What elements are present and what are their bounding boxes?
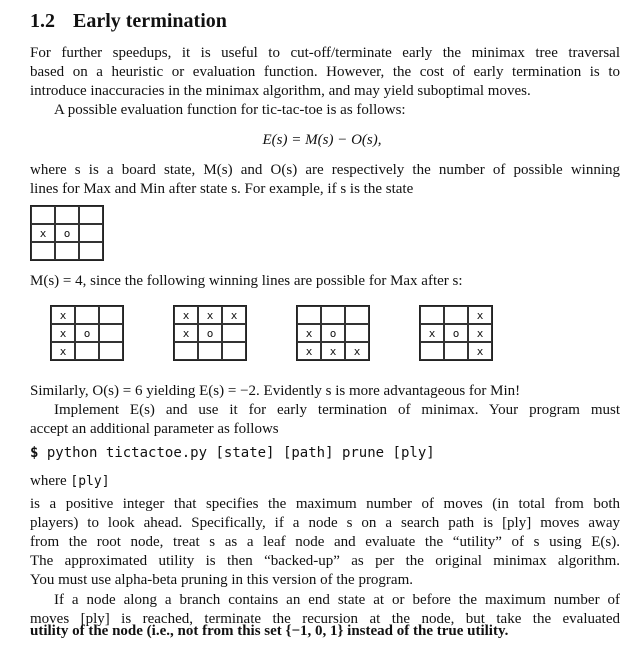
board-cell: x	[297, 342, 321, 360]
paragraph-line: where s is a board state, M(s) and O(s) are respectively the number of possible winning	[30, 162, 620, 178]
board-cell	[444, 342, 468, 360]
board-cell: x	[51, 306, 75, 324]
board-cell: o	[321, 324, 345, 342]
paragraph-line: based on a heuristic or evaluation function. However, the cost of early termination is to	[30, 64, 620, 80]
board-cell	[345, 306, 369, 324]
board-cell: x	[468, 342, 492, 360]
paragraph-line: The approximated utility is then “backed-up” as per the original minimax algorithm.	[30, 553, 620, 569]
section-heading	[30, 10, 227, 33]
board-cell: x	[321, 342, 345, 360]
board-cell: x	[51, 342, 75, 360]
board-cell	[79, 224, 103, 242]
paragraph-line: Similarly, O(s) = 6 yielding E(s) = −2. Evidently s is more advantageous for Min!	[30, 383, 521, 399]
board-cell: x	[297, 324, 321, 342]
board-cell: x	[420, 324, 444, 342]
paragraph-line: introduce inaccuracies in the minimax algorithm, and may yield suboptimal moves.	[30, 83, 531, 99]
board-cell	[55, 242, 79, 260]
board-cell	[99, 342, 123, 360]
paragraph-line: A possible evaluation function for tic-tac-toe is as follows:	[54, 102, 406, 118]
board-cell	[75, 306, 99, 324]
paragraph-line: For further speedups, it is useful to cut-off/terminate early the minimax tree traversal	[30, 45, 620, 61]
winning-line-board	[50, 305, 124, 361]
where-label: where	[30, 473, 67, 489]
board-cell: x	[345, 342, 369, 360]
command-part: [ply]	[392, 445, 435, 461]
paragraph-line: players) to look ahead. Specifically, if a node s on a search path is [ply] moves away	[30, 515, 620, 531]
paragraph-line: moves [ply] is reached, terminate the recursion at the node, but take the evaluated	[30, 611, 620, 627]
board-cell	[31, 242, 55, 260]
board-cell	[345, 324, 369, 342]
board-cell	[420, 306, 444, 324]
command-part: tictactoe.py	[105, 445, 208, 461]
board-cell: x	[51, 324, 75, 342]
board-cell: x	[174, 306, 198, 324]
equation: E(s) = M(s) − O(s),	[262, 132, 382, 148]
board-cell	[198, 342, 222, 360]
winning-line-board	[173, 305, 247, 361]
board-cell: o	[444, 324, 468, 342]
board-cell	[79, 242, 103, 260]
board-cell: x	[31, 224, 55, 242]
board-cell: o	[55, 224, 79, 242]
paragraph-line: from the root node, treat s as a leaf node and evaluate the “utility” of s using E(s).	[30, 534, 620, 550]
board-cell	[31, 206, 55, 224]
board-cell	[321, 306, 345, 324]
command-part: [state]	[215, 445, 275, 461]
command-line	[30, 445, 435, 461]
board-cell	[174, 342, 198, 360]
board-cell: x	[468, 324, 492, 342]
shell-prompt: $	[30, 445, 39, 461]
where-param: [ply]	[70, 474, 110, 489]
winning-line-board	[419, 305, 493, 361]
paragraph-line: is a positive integer that specifies the maximum number of moves (in total from both	[30, 496, 620, 512]
board-cell: o	[75, 324, 99, 342]
board-cell	[99, 306, 123, 324]
board-cell	[222, 342, 246, 360]
board-cell	[55, 206, 79, 224]
paragraph-line: You must use alpha-beta pruning in this version of the program.	[30, 572, 414, 588]
board-cell: x	[198, 306, 222, 324]
paragraph-line: lines for Max and Min after state s. For example, if s is the state	[30, 181, 414, 197]
board-cell: x	[222, 306, 246, 324]
board-cell: x	[468, 306, 492, 324]
board-cell	[75, 342, 99, 360]
paragraph-line: accept an additional parameter as follows	[30, 421, 279, 437]
board-cell: o	[198, 324, 222, 342]
board-cell	[297, 306, 321, 324]
paragraph-line-bold: utility of the node (i.e., not from this set {−1, 0, 1} instead of the true utility.	[30, 623, 509, 639]
where-line	[30, 472, 620, 491]
paragraph-line: If a node along a branch contains an end state at or before the maximum number of	[54, 592, 620, 608]
board-cell	[444, 306, 468, 324]
board-cell: x	[174, 324, 198, 342]
command-part: prune	[341, 445, 385, 461]
command-part: [path]	[282, 445, 334, 461]
example-state-board	[30, 205, 104, 261]
board-cell	[99, 324, 123, 342]
command-part: python	[46, 445, 98, 461]
paragraph-line: M(s) = 4, since the following winning lines are possible for Max after s:	[30, 273, 463, 289]
board-cell	[222, 324, 246, 342]
paragraph-line: Implement E(s) and use it for early termination of minimax. Your program must	[54, 402, 620, 418]
section-title: Early termination	[73, 10, 227, 32]
board-cell	[420, 342, 444, 360]
board-cell	[79, 206, 103, 224]
winning-line-board	[296, 305, 370, 361]
section-number: 1.2	[30, 10, 55, 32]
